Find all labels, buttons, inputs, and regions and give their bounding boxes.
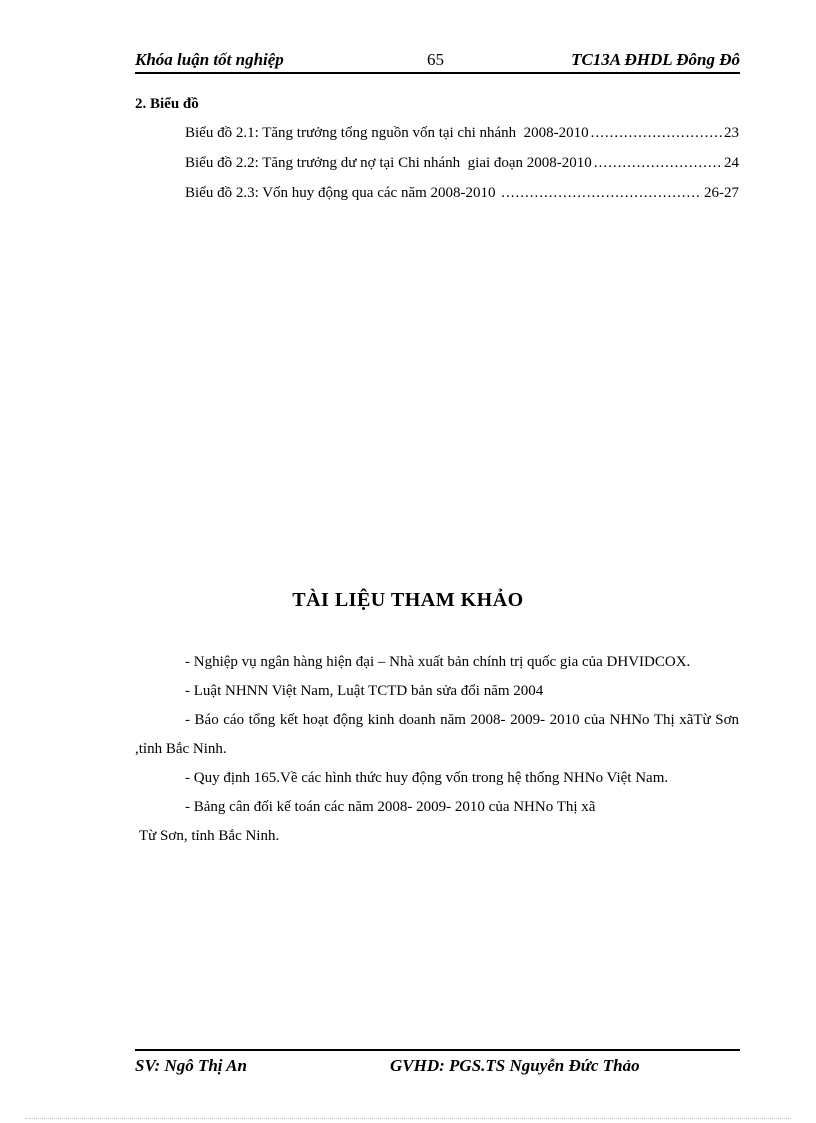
toc-entry-label: Biểu đồ 2.3: Vốn huy động qua các năm 2008-2010 — [185, 185, 500, 201]
toc-leader-dots — [594, 154, 722, 172]
page-footer — [135, 1049, 740, 1079]
reference-item: - Bảng cân đối kế toán các năm 2008- 2009- 2010 của NHNo Thị xã — [185, 799, 596, 815]
toc-entry-page: 26-27 — [704, 185, 739, 201]
toc-leader-dots — [501, 184, 702, 202]
page-bottom-border — [25, 1118, 791, 1119]
header-thesis-label: Khóa luận tốt nghiệp — [135, 50, 284, 69]
toc-entry — [185, 154, 739, 184]
footer-student-name: SV: Ngô Thị An — [135, 1056, 247, 1075]
reference-item: - Luật NHNN Việt Nam, Luật TCTD bản sửa đổi năm 2004 — [185, 683, 544, 699]
toc-entry-page: 24 — [724, 155, 739, 171]
charts-list — [185, 124, 739, 214]
toc-leader-dots — [591, 124, 722, 142]
header-page-number: 65 — [427, 50, 444, 69]
toc-entry-page: 23 — [724, 125, 739, 141]
toc-entry — [185, 184, 739, 214]
reference-item: - Nghiệp vụ ngân hàng hiện đại – Nhà xuất bản chính trị quốc gia của DHVIDCOX. — [185, 654, 691, 670]
toc-entry-label: Biểu đồ 2.2: Tăng trưởng dư nợ tại Chi nhánh giai đoạn 2008-2010 — [185, 155, 592, 171]
references-title: TÀI LIỆU THAM KHẢO — [292, 589, 524, 611]
header-class-label: TC13A ĐHDL Đông Đô — [571, 50, 740, 69]
page-header — [135, 50, 740, 74]
toc-entry — [185, 124, 739, 154]
footer-advisor-name: GVHD: PGS.TS Nguyễn Đức Thảo — [390, 1056, 640, 1075]
reference-item: - Quy định 165.Về các hình thức huy động vốn trong hệ thống NHNo Việt Nam. — [185, 770, 669, 786]
references-list — [135, 648, 739, 851]
charts-section-title: 2. Biểu đồ — [135, 96, 199, 112]
reference-item: - Báo cáo tổng kết hoạt động kinh doanh năm 2008- 2009- 2010 của NHNo Thị xãTừ Sơn ,tỉnh Bắc Ninh. — [135, 712, 739, 757]
toc-entry-label: Biểu đồ 2.1: Tăng trưởng tổng nguồn vốn tại chi nhánh 2008-2010 — [185, 125, 589, 141]
reference-item-continuation: Từ Sơn, tỉnh Bắc Ninh. — [139, 828, 280, 844]
